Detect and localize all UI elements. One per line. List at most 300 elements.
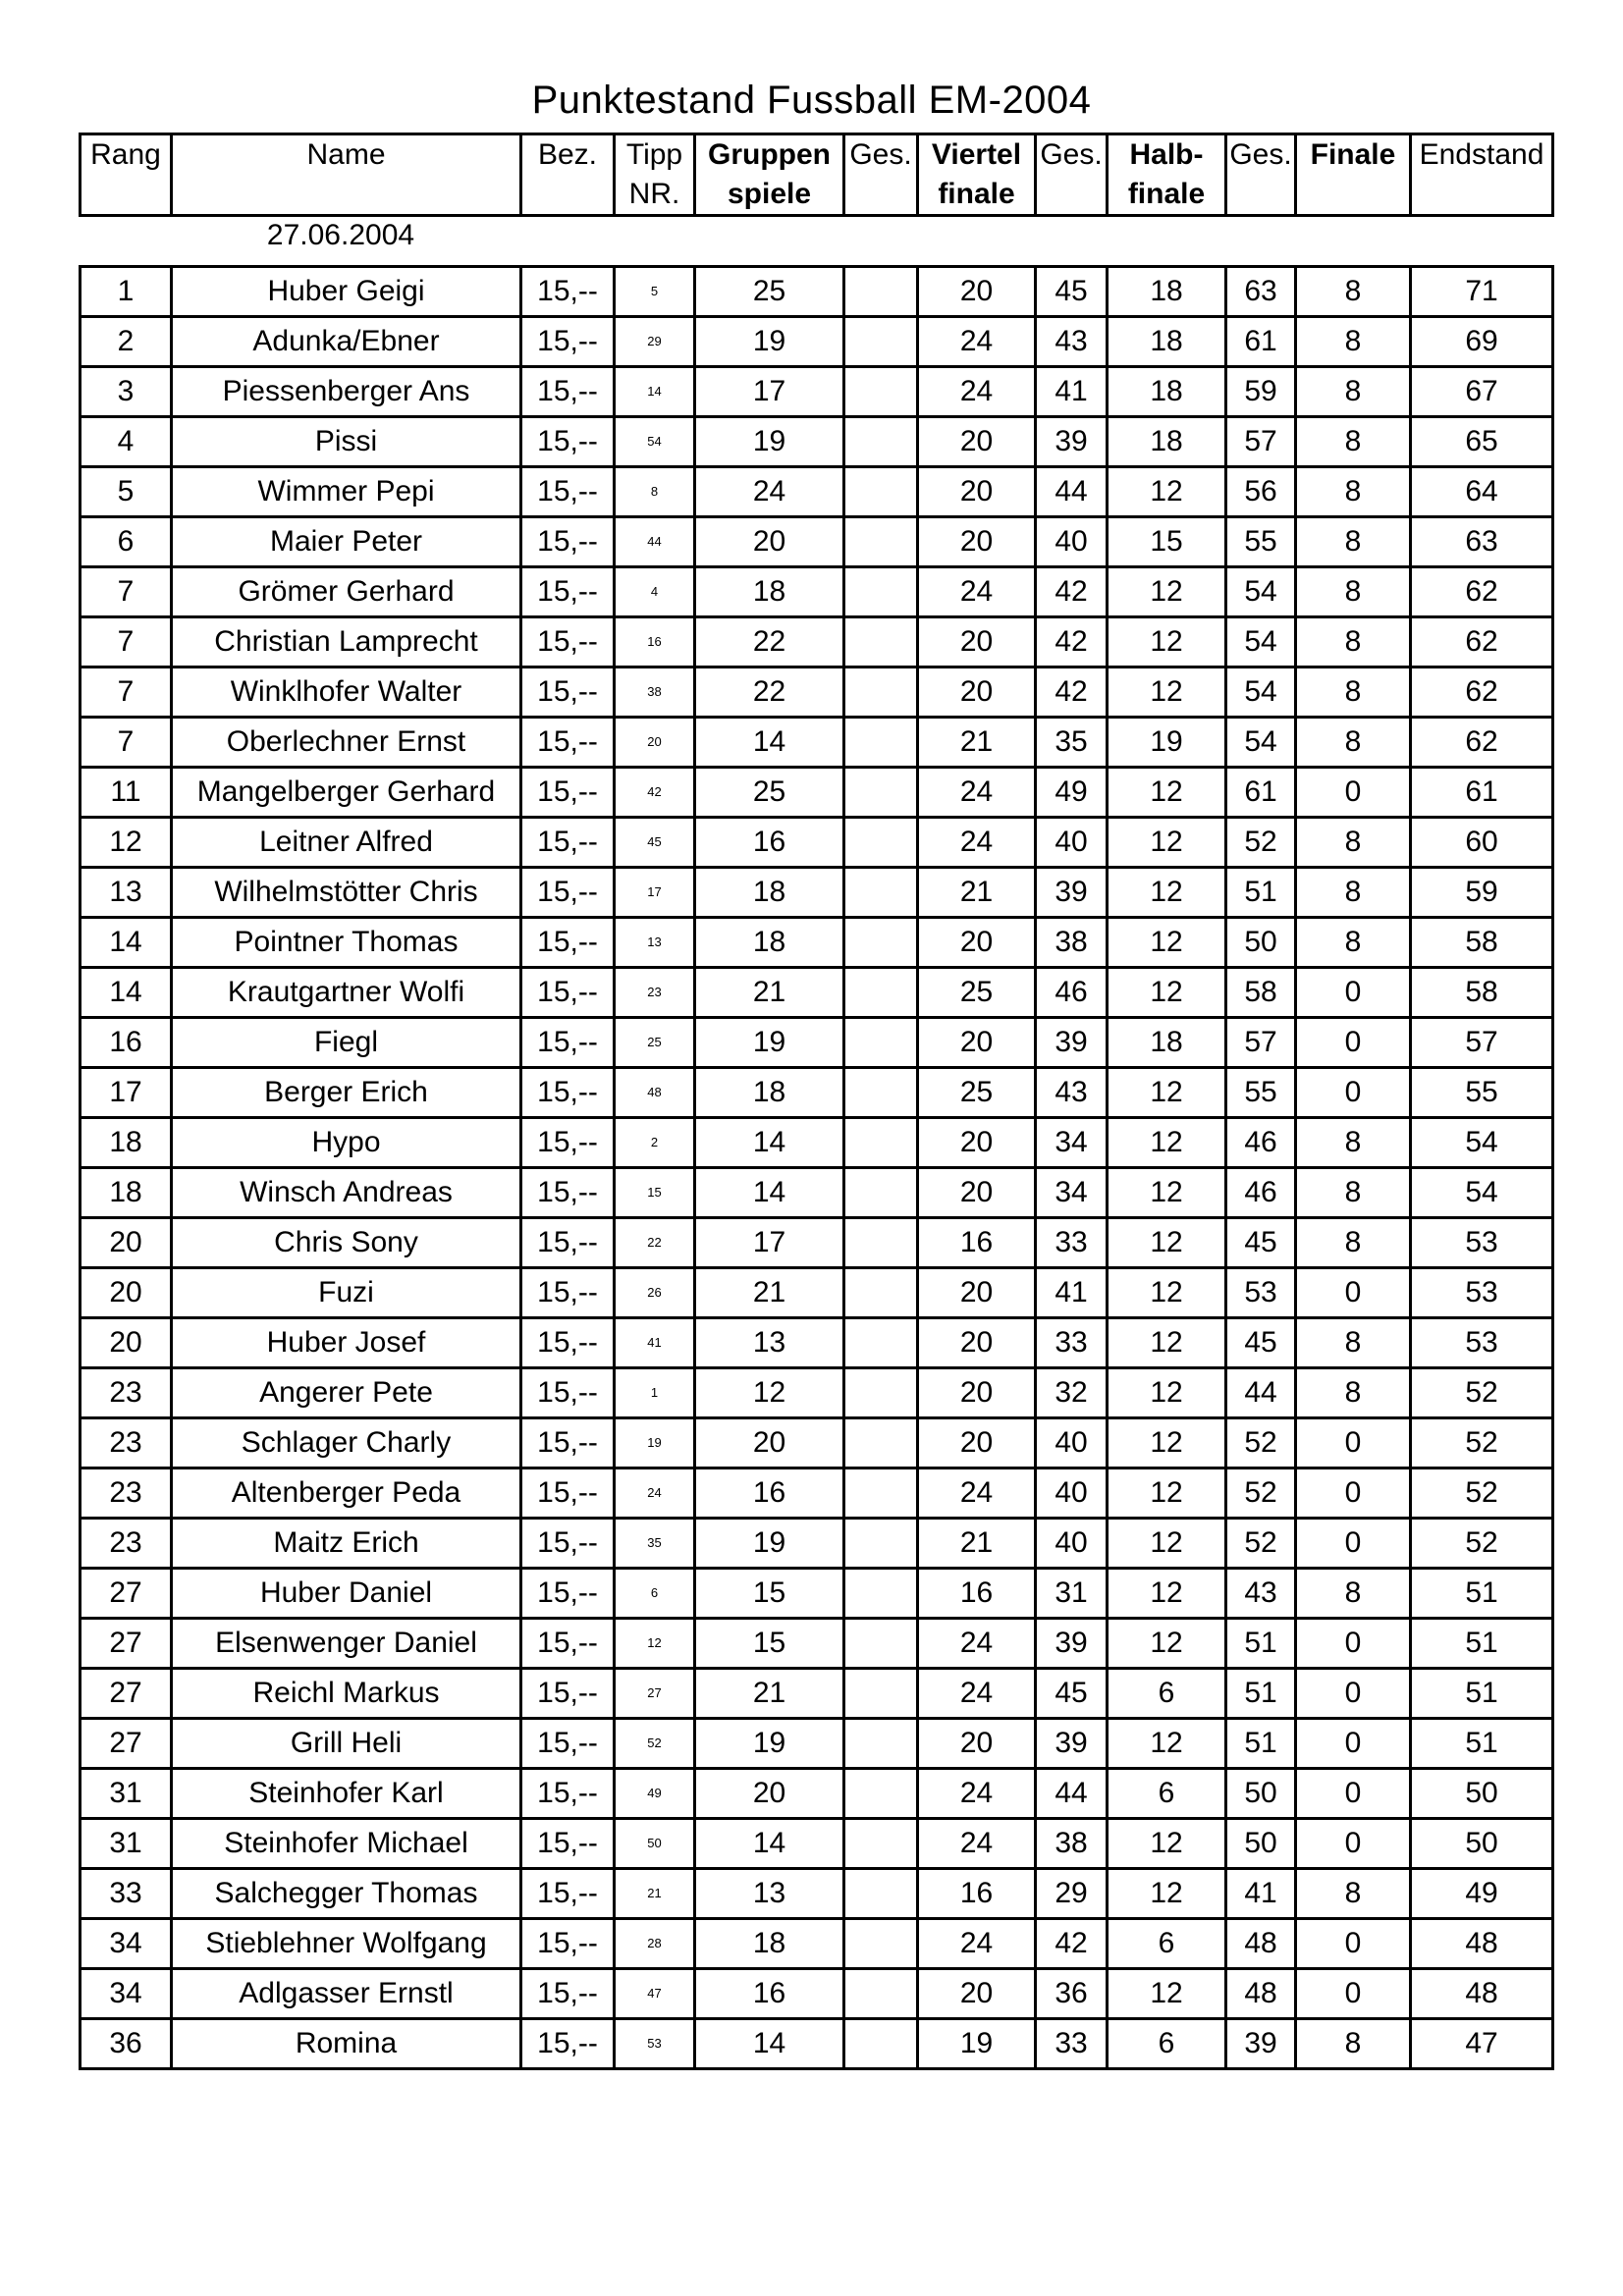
cell-bez: 15,-- <box>521 1268 615 1318</box>
cell-tipp: 41 <box>615 1318 695 1368</box>
header-finale: Finale <box>1296 134 1411 216</box>
cell-ges1 <box>844 918 918 968</box>
cell-halb: 12 <box>1108 1418 1226 1468</box>
cell-gruppen: 13 <box>695 1318 844 1368</box>
cell-name: Maier Peter <box>172 517 521 567</box>
cell-rang: 18 <box>81 1168 172 1218</box>
cell-endstand: 57 <box>1411 1018 1553 1068</box>
cell-halb: 12 <box>1108 1118 1226 1168</box>
cell-endstand: 54 <box>1411 1168 1553 1218</box>
cell-bez: 15,-- <box>521 718 615 768</box>
header-endstand: Endstand <box>1411 134 1553 216</box>
cell-finale: 0 <box>1296 1969 1411 2019</box>
cell-bez: 15,-- <box>521 267 615 317</box>
cell-name: Schlager Charly <box>172 1418 521 1468</box>
cell-viertel: 20 <box>918 1118 1036 1168</box>
cell-tipp: 38 <box>615 667 695 718</box>
cell-tipp: 35 <box>615 1519 695 1569</box>
cell-tipp: 4 <box>615 567 695 617</box>
table-row <box>81 1869 1553 1919</box>
cell-ges3: 44 <box>1226 1368 1296 1418</box>
cell-gruppen: 20 <box>695 517 844 567</box>
header-name: Name <box>172 134 521 216</box>
cell-endstand: 51 <box>1411 1619 1553 1669</box>
cell-ges1 <box>844 1819 918 1869</box>
table-row <box>81 667 1553 718</box>
cell-bez: 15,-- <box>521 617 615 667</box>
cell-ges1 <box>844 1268 918 1318</box>
cell-halb: 12 <box>1108 1969 1226 2019</box>
cell-ges3: 43 <box>1226 1569 1296 1619</box>
cell-endstand: 53 <box>1411 1218 1553 1268</box>
table-row <box>81 1468 1553 1519</box>
cell-gruppen: 18 <box>695 567 844 617</box>
date-label: 27.06.2004 <box>266 219 415 251</box>
cell-viertel: 20 <box>918 1018 1036 1068</box>
header-gruppenspiele: Gruppen spiele <box>695 134 844 216</box>
cell-ges1 <box>844 467 918 517</box>
cell-bez: 15,-- <box>521 1569 615 1619</box>
cell-name: Winsch Andreas <box>172 1168 521 1218</box>
cell-halb: 18 <box>1108 267 1226 317</box>
cell-ges1 <box>844 1519 918 1569</box>
cell-tipp: 24 <box>615 1468 695 1519</box>
cell-gruppen: 21 <box>695 1268 844 1318</box>
cell-ges1 <box>844 267 918 317</box>
cell-viertel: 24 <box>918 1468 1036 1519</box>
cell-gruppen: 21 <box>695 968 844 1018</box>
table-row <box>81 317 1553 367</box>
cell-viertel: 24 <box>918 317 1036 367</box>
cell-gruppen: 24 <box>695 467 844 517</box>
cell-ges2: 43 <box>1036 1068 1108 1118</box>
table-row <box>81 567 1553 617</box>
page-title: Punktestand Fussball EM-2004 <box>531 79 1092 122</box>
cell-viertel: 20 <box>918 617 1036 667</box>
cell-tipp: 42 <box>615 768 695 818</box>
cell-rang: 4 <box>81 417 172 467</box>
cell-name: Steinhofer Karl <box>172 1769 521 1819</box>
table-row <box>81 1018 1553 1068</box>
cell-rang: 6 <box>81 517 172 567</box>
cell-name: Chris Sony <box>172 1218 521 1268</box>
cell-ges3: 45 <box>1226 1318 1296 1368</box>
cell-tipp: 21 <box>615 1869 695 1919</box>
cell-ges2: 39 <box>1036 417 1108 467</box>
cell-finale: 0 <box>1296 1018 1411 1068</box>
cell-tipp: 12 <box>615 1619 695 1669</box>
cell-name: Huber Daniel <box>172 1569 521 1619</box>
cell-finale: 0 <box>1296 1468 1411 1519</box>
cell-ges3: 46 <box>1226 1118 1296 1168</box>
cell-ges1 <box>844 667 918 718</box>
cell-ges3: 48 <box>1226 1969 1296 2019</box>
cell-gruppen: 17 <box>695 367 844 417</box>
cell-tipp: 13 <box>615 918 695 968</box>
cell-halb: 12 <box>1108 768 1226 818</box>
cell-viertel: 24 <box>918 818 1036 868</box>
cell-viertel: 16 <box>918 1869 1036 1919</box>
cell-gruppen: 18 <box>695 918 844 968</box>
cell-viertel: 20 <box>918 667 1036 718</box>
cell-name: Pissi <box>172 417 521 467</box>
cell-name: Hypo <box>172 1118 521 1168</box>
cell-ges2: 38 <box>1036 1819 1108 1869</box>
cell-ges3: 61 <box>1226 317 1296 367</box>
cell-ges3: 51 <box>1226 1719 1296 1769</box>
cell-name: Grömer Gerhard <box>172 567 521 617</box>
cell-ges3: 46 <box>1226 1168 1296 1218</box>
cell-ges3: 54 <box>1226 567 1296 617</box>
cell-viertel: 25 <box>918 968 1036 1018</box>
cell-halb: 6 <box>1108 2019 1226 2069</box>
cell-ges3: 58 <box>1226 968 1296 1018</box>
cell-bez: 15,-- <box>521 1769 615 1819</box>
cell-ges3: 39 <box>1226 2019 1296 2069</box>
cell-gruppen: 14 <box>695 1118 844 1168</box>
cell-halb: 18 <box>1108 417 1226 467</box>
cell-rang: 12 <box>81 818 172 868</box>
table-row <box>81 367 1553 417</box>
cell-gruppen: 14 <box>695 1819 844 1869</box>
cell-finale: 0 <box>1296 1819 1411 1869</box>
cell-rang: 34 <box>81 1969 172 2019</box>
cell-tipp: 27 <box>615 1669 695 1719</box>
cell-bez: 15,-- <box>521 517 615 567</box>
cell-viertel: 19 <box>918 2019 1036 2069</box>
cell-tipp: 17 <box>615 868 695 918</box>
cell-ges1 <box>844 768 918 818</box>
cell-name: Krautgartner Wolfi <box>172 968 521 1018</box>
table-row <box>81 818 1553 868</box>
header-ges-2: Ges. <box>1036 134 1108 216</box>
cell-ges2: 42 <box>1036 667 1108 718</box>
cell-rang: 14 <box>81 968 172 1018</box>
cell-ges3: 45 <box>1226 1218 1296 1268</box>
cell-rang: 23 <box>81 1519 172 1569</box>
cell-finale: 8 <box>1296 367 1411 417</box>
cell-ges2: 41 <box>1036 367 1108 417</box>
cell-ges1 <box>844 1769 918 1819</box>
cell-halb: 19 <box>1108 718 1226 768</box>
cell-halb: 15 <box>1108 517 1226 567</box>
header-rang: Rang <box>81 134 172 216</box>
cell-endstand: 62 <box>1411 718 1553 768</box>
cell-tipp: 5 <box>615 267 695 317</box>
table-row <box>81 1569 1553 1619</box>
cell-ges1 <box>844 1569 918 1619</box>
cell-ges2: 35 <box>1036 718 1108 768</box>
cell-ges2: 33 <box>1036 1218 1108 1268</box>
cell-name: Grill Heli <box>172 1719 521 1769</box>
cell-ges2: 42 <box>1036 1919 1108 1969</box>
cell-rang: 16 <box>81 1018 172 1068</box>
cell-bez: 15,-- <box>521 768 615 818</box>
cell-finale: 0 <box>1296 1418 1411 1468</box>
cell-rang: 33 <box>81 1869 172 1919</box>
cell-viertel: 21 <box>918 718 1036 768</box>
cell-gruppen: 19 <box>695 417 844 467</box>
cell-viertel: 24 <box>918 1619 1036 1669</box>
cell-endstand: 62 <box>1411 667 1553 718</box>
cell-rang: 20 <box>81 1318 172 1368</box>
cell-bez: 15,-- <box>521 1719 615 1769</box>
cell-name: Fuzi <box>172 1268 521 1318</box>
cell-rang: 20 <box>81 1268 172 1318</box>
cell-bez: 15,-- <box>521 367 615 417</box>
cell-gruppen: 18 <box>695 868 844 918</box>
cell-endstand: 71 <box>1411 267 1553 317</box>
cell-ges3: 52 <box>1226 818 1296 868</box>
cell-finale: 8 <box>1296 467 1411 517</box>
cell-bez: 15,-- <box>521 1619 615 1669</box>
cell-tipp: 23 <box>615 968 695 1018</box>
cell-ges1 <box>844 868 918 918</box>
table-row <box>81 1719 1553 1769</box>
cell-bez: 15,-- <box>521 1869 615 1919</box>
cell-ges1 <box>844 1619 918 1669</box>
cell-ges3: 59 <box>1226 367 1296 417</box>
cell-endstand: 58 <box>1411 918 1553 968</box>
cell-gruppen: 20 <box>695 1418 844 1468</box>
cell-halb: 12 <box>1108 1318 1226 1368</box>
cell-halb: 12 <box>1108 868 1226 918</box>
cell-endstand: 47 <box>1411 2019 1553 2069</box>
cell-viertel: 24 <box>918 1669 1036 1719</box>
cell-bez: 15,-- <box>521 567 615 617</box>
cell-endstand: 51 <box>1411 1669 1553 1719</box>
cell-ges3: 55 <box>1226 1068 1296 1118</box>
cell-ges2: 34 <box>1036 1118 1108 1168</box>
table-row <box>81 1118 1553 1168</box>
table-row <box>81 1068 1553 1118</box>
cell-ges1 <box>844 317 918 367</box>
cell-endstand: 48 <box>1411 1969 1553 2019</box>
cell-ges2: 39 <box>1036 1619 1108 1669</box>
cell-tipp: 50 <box>615 1819 695 1869</box>
cell-bez: 15,-- <box>521 1468 615 1519</box>
cell-endstand: 53 <box>1411 1268 1553 1318</box>
table-row <box>81 718 1553 768</box>
cell-tipp: 45 <box>615 818 695 868</box>
cell-tipp: 15 <box>615 1168 695 1218</box>
cell-ges3: 57 <box>1226 1018 1296 1068</box>
cell-bez: 15,-- <box>521 1168 615 1218</box>
cell-rang: 20 <box>81 1218 172 1268</box>
cell-gruppen: 15 <box>695 1619 844 1669</box>
cell-viertel: 24 <box>918 1769 1036 1819</box>
cell-ges1 <box>844 718 918 768</box>
cell-viertel: 20 <box>918 467 1036 517</box>
cell-tipp: 53 <box>615 2019 695 2069</box>
cell-tipp: 49 <box>615 1769 695 1819</box>
cell-name: Maitz Erich <box>172 1519 521 1569</box>
cell-endstand: 58 <box>1411 968 1553 1018</box>
cell-bez: 15,-- <box>521 1068 615 1118</box>
table-row <box>81 617 1553 667</box>
cell-finale: 8 <box>1296 918 1411 968</box>
cell-ges2: 40 <box>1036 1418 1108 1468</box>
cell-endstand: 61 <box>1411 768 1553 818</box>
cell-tipp: 22 <box>615 1218 695 1268</box>
cell-halb: 12 <box>1108 1218 1226 1268</box>
cell-rang: 18 <box>81 1118 172 1168</box>
cell-halb: 6 <box>1108 1919 1226 1969</box>
cell-ges1 <box>844 567 918 617</box>
cell-ges2: 42 <box>1036 567 1108 617</box>
cell-endstand: 52 <box>1411 1468 1553 1519</box>
cell-halb: 12 <box>1108 918 1226 968</box>
cell-viertel: 16 <box>918 1218 1036 1268</box>
cell-ges1 <box>844 818 918 868</box>
table-row <box>81 868 1553 918</box>
cell-halb: 12 <box>1108 617 1226 667</box>
cell-rang: 3 <box>81 367 172 417</box>
cell-ges3: 54 <box>1226 718 1296 768</box>
cell-finale: 0 <box>1296 768 1411 818</box>
cell-ges1 <box>844 1218 918 1268</box>
cell-halb: 6 <box>1108 1769 1226 1819</box>
cell-name: Stieblehner Wolfgang <box>172 1919 521 1969</box>
cell-bez: 15,-- <box>521 1018 615 1068</box>
cell-bez: 15,-- <box>521 667 615 718</box>
cell-ges2: 38 <box>1036 918 1108 968</box>
cell-finale: 8 <box>1296 1218 1411 1268</box>
cell-rang: 36 <box>81 2019 172 2069</box>
cell-bez: 15,-- <box>521 1669 615 1719</box>
cell-ges2: 42 <box>1036 617 1108 667</box>
cell-endstand: 50 <box>1411 1819 1553 1869</box>
cell-name: Pointner Thomas <box>172 918 521 968</box>
cell-gruppen: 18 <box>695 1919 844 1969</box>
cell-gruppen: 19 <box>695 1018 844 1068</box>
cell-rang: 27 <box>81 1669 172 1719</box>
cell-ges2: 31 <box>1036 1569 1108 1619</box>
table-row <box>81 1218 1553 1268</box>
cell-endstand: 48 <box>1411 1919 1553 1969</box>
cell-finale: 8 <box>1296 1118 1411 1168</box>
cell-ges2: 34 <box>1036 1168 1108 1218</box>
cell-rang: 14 <box>81 918 172 968</box>
cell-bez: 15,-- <box>521 1318 615 1368</box>
cell-ges1 <box>844 1969 918 2019</box>
cell-ges2: 33 <box>1036 1318 1108 1368</box>
table-row <box>81 1919 1553 1969</box>
cell-tipp: 19 <box>615 1418 695 1468</box>
cell-endstand: 63 <box>1411 517 1553 567</box>
cell-bez: 15,-- <box>521 2019 615 2069</box>
cell-finale: 8 <box>1296 567 1411 617</box>
cell-halb: 12 <box>1108 1468 1226 1519</box>
cell-halb: 18 <box>1108 367 1226 417</box>
cell-rang: 27 <box>81 1719 172 1769</box>
cell-endstand: 49 <box>1411 1869 1553 1919</box>
cell-name: Mangelberger Gerhard <box>172 768 521 818</box>
cell-rang: 11 <box>81 768 172 818</box>
cell-viertel: 20 <box>918 1418 1036 1468</box>
cell-rang: 1 <box>81 267 172 317</box>
cell-endstand: 65 <box>1411 417 1553 467</box>
cell-viertel: 20 <box>918 1368 1036 1418</box>
cell-ges2: 40 <box>1036 818 1108 868</box>
cell-name: Winklhofer Walter <box>172 667 521 718</box>
cell-name: Berger Erich <box>172 1068 521 1118</box>
cell-viertel: 20 <box>918 517 1036 567</box>
table-row <box>81 1669 1553 1719</box>
cell-tipp: 14 <box>615 367 695 417</box>
cell-tipp: 48 <box>615 1068 695 1118</box>
cell-rang: 7 <box>81 718 172 768</box>
cell-gruppen: 25 <box>695 768 844 818</box>
cell-viertel: 21 <box>918 1519 1036 1569</box>
cell-name: Wimmer Pepi <box>172 467 521 517</box>
table-row <box>81 467 1553 517</box>
cell-ges2: 40 <box>1036 517 1108 567</box>
standings-table <box>79 265 1554 2070</box>
cell-bez: 15,-- <box>521 1919 615 1969</box>
cell-bez: 15,-- <box>521 1218 615 1268</box>
cell-rang: 23 <box>81 1368 172 1418</box>
cell-tipp: 16 <box>615 617 695 667</box>
header-tipp: Tipp NR. <box>615 134 695 216</box>
cell-finale: 8 <box>1296 868 1411 918</box>
cell-finale: 8 <box>1296 1368 1411 1418</box>
cell-halb: 12 <box>1108 567 1226 617</box>
table-row <box>81 517 1553 567</box>
cell-ges2: 29 <box>1036 1869 1108 1919</box>
cell-finale: 8 <box>1296 818 1411 868</box>
table-row <box>81 1318 1553 1368</box>
cell-finale: 0 <box>1296 1769 1411 1819</box>
cell-finale: 0 <box>1296 968 1411 1018</box>
cell-gruppen: 14 <box>695 718 844 768</box>
cell-ges3: 51 <box>1226 1619 1296 1669</box>
cell-ges1 <box>844 1168 918 1218</box>
cell-finale: 8 <box>1296 1318 1411 1368</box>
cell-endstand: 52 <box>1411 1368 1553 1418</box>
cell-halb: 12 <box>1108 467 1226 517</box>
cell-ges3: 52 <box>1226 1468 1296 1519</box>
cell-finale: 0 <box>1296 1268 1411 1318</box>
cell-rang: 23 <box>81 1418 172 1468</box>
table-row <box>81 1268 1553 1318</box>
cell-viertel: 20 <box>918 1168 1036 1218</box>
cell-ges2: 39 <box>1036 1719 1108 1769</box>
cell-endstand: 52 <box>1411 1418 1553 1468</box>
cell-ges1 <box>844 1018 918 1068</box>
cell-halb: 12 <box>1108 1519 1226 1569</box>
cell-tipp: 6 <box>615 1569 695 1619</box>
cell-ges3: 61 <box>1226 768 1296 818</box>
header-viertelfinale: Viertel finale <box>918 134 1036 216</box>
cell-bez: 15,-- <box>521 918 615 968</box>
cell-rang: 27 <box>81 1569 172 1619</box>
cell-ges2: 39 <box>1036 1018 1108 1068</box>
cell-endstand: 62 <box>1411 617 1553 667</box>
cell-tipp: 54 <box>615 417 695 467</box>
table-row <box>81 1519 1553 1569</box>
cell-ges3: 56 <box>1226 467 1296 517</box>
cell-name: Christian Lamprecht <box>172 617 521 667</box>
cell-ges1 <box>844 1869 918 1919</box>
cell-ges2: 45 <box>1036 1669 1108 1719</box>
cell-halb: 12 <box>1108 1869 1226 1919</box>
table-row <box>81 968 1553 1018</box>
cell-rang: 7 <box>81 667 172 718</box>
cell-viertel: 20 <box>918 417 1036 467</box>
cell-halb: 18 <box>1108 317 1226 367</box>
cell-ges3: 52 <box>1226 1519 1296 1569</box>
